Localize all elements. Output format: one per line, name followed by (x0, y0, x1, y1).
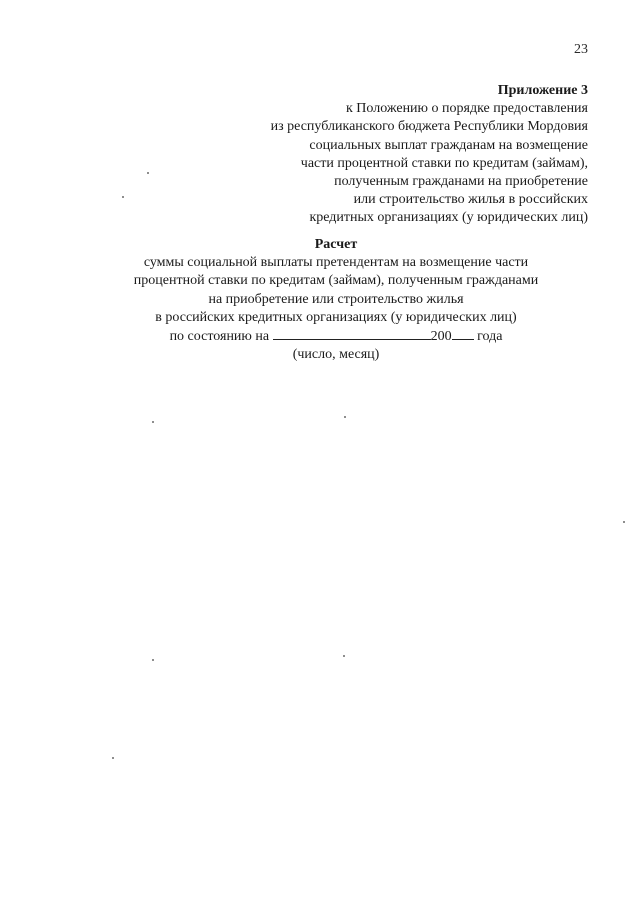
scan-speck (122, 196, 124, 198)
scan-speck (344, 416, 346, 418)
appendix-line: части процентной ставки по кредитам (займам), (300, 155, 588, 171)
calculation-line: суммы социальной выплаты претендентам на возмещение части (143, 255, 529, 271)
date-suffix: года (477, 329, 503, 345)
appendix-line: социальных выплат гражданам на возмещение (309, 137, 588, 153)
date-line (0, 327, 640, 346)
scan-speck (343, 655, 345, 657)
appendix-line: полученным гражданами на приобретение (334, 174, 588, 190)
page-number: 23 (574, 42, 588, 57)
date-hint: (число, месяц) (292, 347, 380, 363)
appendix-header (271, 82, 588, 228)
scan-speck (152, 659, 154, 661)
calculation-title: Расчет (314, 237, 358, 252)
calculation-block (0, 236, 640, 364)
scan-speck (112, 757, 114, 759)
appendix-line: из республиканского бюджета Республики Мордовия (270, 119, 588, 135)
scan-speck (623, 521, 625, 523)
scan-speck (147, 172, 149, 174)
appendix-line: или строительство жилья в российских (353, 192, 588, 208)
appendix-line: к Положению о порядке предоставления (346, 101, 588, 117)
scan-speck (152, 421, 154, 423)
appendix-heading: Приложение 3 (497, 83, 588, 98)
year-blank[interactable] (452, 327, 474, 340)
appendix-line: кредитных организациях (у юридических лиц) (309, 210, 588, 226)
calculation-line: на приобретение или строительство жилья (208, 291, 464, 307)
calculation-line: процентной ставки по кредитам (займам), полученным гражданами (133, 273, 539, 289)
calculation-line: в российских кредитных организациях (у юридических лиц) (155, 309, 517, 325)
date-prefix: по состоянию на (169, 329, 270, 345)
year-prefix: 200 (430, 329, 452, 345)
date-blank[interactable] (273, 327, 431, 340)
